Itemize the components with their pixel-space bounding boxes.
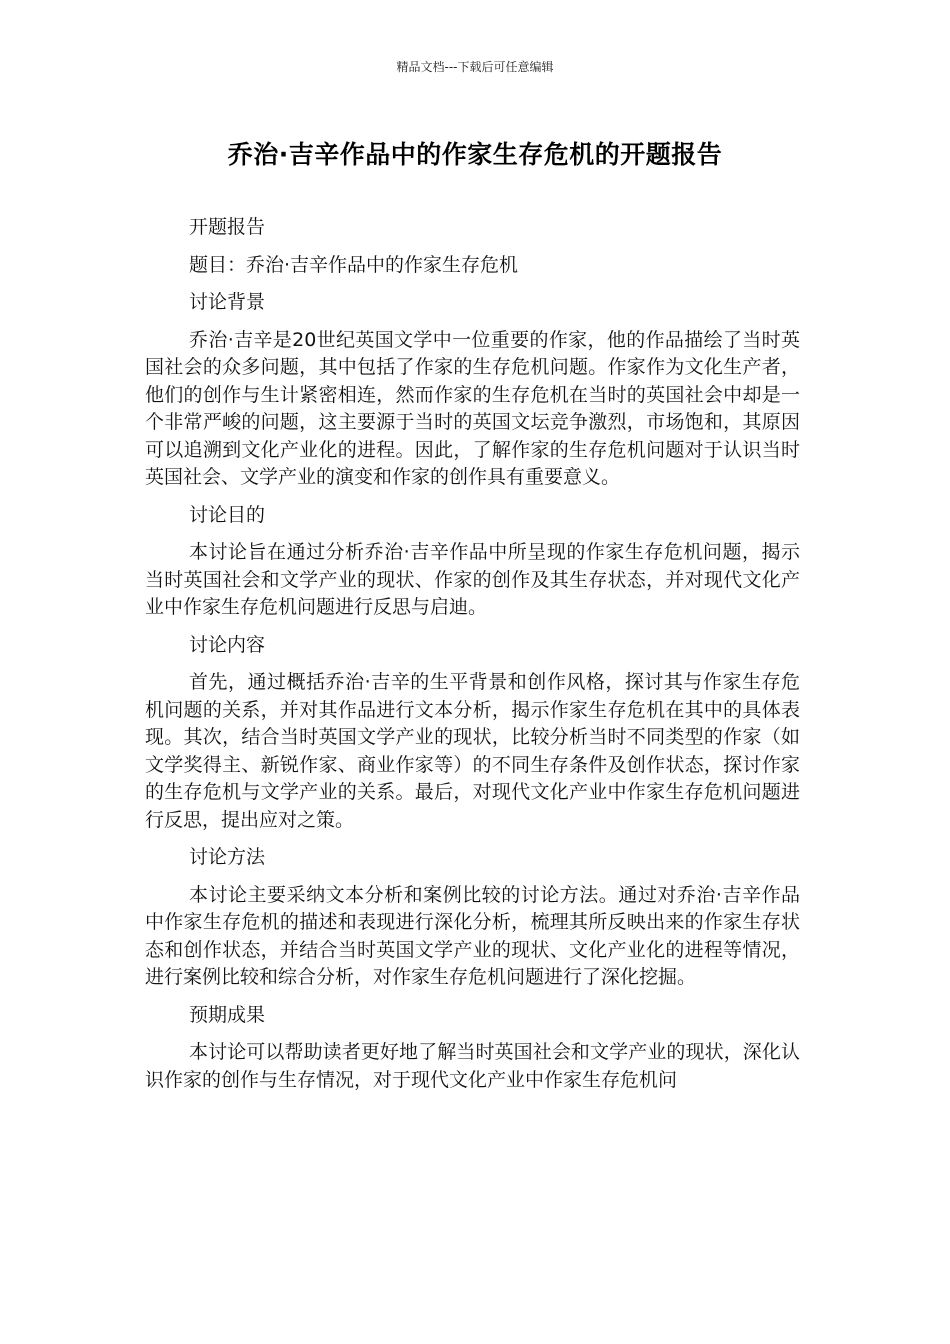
method-paragraph: 本讨论主要采纳文本分析和案例比较的讨论方法。通过对乔治·吉辛作品中作家生存危机的描述和表现进行深化分析，梳理其所反映出来的作家生存状态和创作状态，并结合当时英国文学产业的现状、文化产业化的进程等情况，进行案例比较和综合分析，对作家生存危机问题进行了深化挖掘。 xyxy=(145,883,800,988)
report-label: 开题报告 xyxy=(189,216,266,238)
content-paragraph: 首先，通过概括乔治·吉辛的生平背景和创作风格，探讨其与作家生存危机问题的关系，并对其作品进行文本分析，揭示作家生存危机在其中的具体表现。其次，结合当时英国文学产业的现状，比较分析当时不同类型的作家（如文学奖得主、新锐作家、商业作家等）的不同生存条件及创作状态，探讨作家的生存危机与文学产业的关系。最后，对现代文化产业中作家生存危机问题进行反思，提出应对之策。 xyxy=(145,671,800,831)
method-heading: 讨论方法 xyxy=(189,846,266,868)
page-title: 乔治·吉辛作品中的作家生存危机的开题报告 xyxy=(227,140,723,169)
document-body xyxy=(145,214,800,1104)
results-heading: 预期成果 xyxy=(189,1003,266,1026)
purpose-heading: 讨论目的 xyxy=(189,503,266,526)
header-note: 精品文档---下载后可任意编辑 xyxy=(396,60,554,74)
content-heading: 讨论内容 xyxy=(189,633,266,656)
purpose-paragraph: 本讨论旨在通过分析乔治·吉辛作品中所呈现的作家生存危机问题，揭示当时英国社会和文学产业的现状、作家的创作及其生存状态，并对现代文化产业中作家生存危机问题进行反思与启迪。 xyxy=(145,541,800,618)
results-paragraph: 本讨论可以帮助读者更好地了解当时英国社会和文学产业的现状，深化认识作家的创作与生存情况，对于现代文化产业中作家生存危机问 xyxy=(145,1041,800,1091)
background-heading: 讨论背景 xyxy=(189,291,266,313)
background-paragraph: 乔治·吉辛是20世纪英国文学中一位重要的作家，他的作品描绘了当时英国社会的众多问题，其中包括了作家的生存危机问题。作家作为文化生产者，他们的创作与生计紧密相连，然而作家的生存危机在当时的英国社会中却是一个非常严峻的问题，这主要源于当时的英国文坛竞争激烈，市场饱和，其原因可以追溯到文化产业化的进程。因此，了解作家的生存危机问题对于认识当时英国社会、文学产业的演变和作家的创作具有重要意义。 xyxy=(145,328,800,488)
topic-line: 题目：乔治·吉辛作品中的作家生存危机 xyxy=(189,253,519,276)
